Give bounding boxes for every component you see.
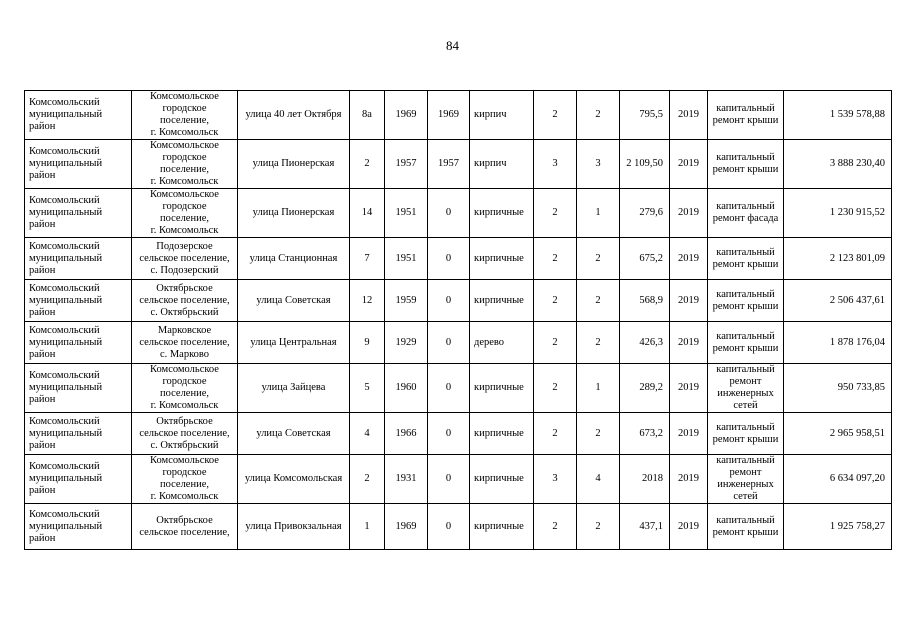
year-reconstructed-cell <box>428 413 470 455</box>
entrances-cell-text: 2 <box>595 427 601 439</box>
entrances-cell-text: 2 <box>595 336 601 348</box>
area-cell <box>620 322 670 364</box>
area-cell-text: 437,1 <box>639 520 663 532</box>
plan-year-cell-text: 2019 <box>678 336 699 348</box>
entrances-cell <box>577 413 620 455</box>
street-cell <box>238 322 350 364</box>
cost-cell-text: 2 506 437,61 <box>829 294 885 306</box>
area-cell <box>620 238 670 280</box>
area-cell <box>620 140 670 189</box>
district-cell-text: Комсомольский муниципальный район <box>29 415 103 451</box>
cost-cell <box>784 413 892 455</box>
floors-cell <box>534 280 577 322</box>
year-built-cell <box>385 504 428 550</box>
cost-cell-text: 3 888 230,40 <box>829 158 885 169</box>
plan-year-cell-text: 2019 <box>678 473 699 484</box>
area-cell-text: 426,3 <box>639 336 663 348</box>
settlement-cell-text: Марковское сельское поселение, с. Марково <box>139 324 230 360</box>
entrances-cell-text: 4 <box>595 473 601 484</box>
wall-material-cell-text: кирпичные <box>474 382 524 393</box>
wall-material-cell <box>470 413 534 455</box>
floors-cell <box>534 91 577 140</box>
cost-cell-text: 950 733,85 <box>837 382 885 393</box>
year-reconstructed-cell <box>428 504 470 550</box>
settlement-cell-text: Комсомольское городское поселение, г. Комсомольск <box>150 91 219 138</box>
year-built-cell-text: 1951 <box>395 207 417 218</box>
wall-material-cell-text: кирпичные <box>474 427 524 439</box>
floors-cell-text: 2 <box>552 382 558 393</box>
work-type-cell <box>708 322 784 364</box>
settlement-cell-text: Комсомольское городское поселение, г. Комсомольск <box>150 364 219 411</box>
entrances-cell <box>577 280 620 322</box>
entrances-cell <box>577 91 620 140</box>
district-cell <box>25 322 132 364</box>
entrances-cell-text: 2 <box>595 520 601 532</box>
floors-cell-text: 2 <box>552 427 558 439</box>
house-number-cell-text: 12 <box>361 294 373 306</box>
floors-cell-text: 3 <box>552 158 558 169</box>
plan-year-cell <box>670 140 708 189</box>
cost-cell <box>784 140 892 189</box>
settlement-cell-text: Октябрьское сельское поселение, <box>139 514 230 538</box>
year-built-cell-text: 1969 <box>395 520 417 532</box>
house-number-cell <box>350 413 385 455</box>
street-cell-text: улица Привокзальная <box>245 520 342 532</box>
area-cell-text: 2018 <box>642 473 663 484</box>
table-row <box>25 189 892 238</box>
street-cell <box>238 140 350 189</box>
settlement-cell <box>132 504 238 550</box>
year-built-cell <box>385 322 428 364</box>
street-cell <box>238 413 350 455</box>
street-cell-text: улица Центральная <box>250 336 337 348</box>
wall-material-cell <box>470 140 534 189</box>
plan-year-cell <box>670 455 708 504</box>
house-number-cell-text: 7 <box>364 252 370 264</box>
settlement-cell-text: Комсомольское городское поселение, г. Комсомольск <box>150 189 219 236</box>
cost-cell <box>784 280 892 322</box>
house-number-cell <box>350 189 385 238</box>
table-row <box>25 504 892 550</box>
work-type-cell-text: капитальный ремонт инженерных сетей <box>716 455 775 502</box>
street-cell <box>238 91 350 140</box>
year-built-cell-text: 1957 <box>395 158 417 169</box>
plan-year-cell <box>670 322 708 364</box>
street-cell-text: улица Пионерская <box>252 158 335 169</box>
wall-material-cell <box>470 455 534 504</box>
district-cell <box>25 238 132 280</box>
plan-year-cell-text: 2019 <box>678 294 699 306</box>
plan-year-cell <box>670 280 708 322</box>
plan-year-cell-text: 2019 <box>678 207 699 218</box>
wall-material-cell <box>470 189 534 238</box>
entrances-cell <box>577 140 620 189</box>
street-cell-text: улица Комсомольская <box>244 473 343 484</box>
district-cell-text: Комсомольский муниципальный район <box>29 240 103 276</box>
district-cell-text: Комсомольский муниципальный район <box>29 195 103 230</box>
year-reconstructed-cell <box>428 91 470 140</box>
house-number-cell-text: 2 <box>364 158 370 169</box>
year-reconstructed-cell <box>428 280 470 322</box>
plan-year-cell-text: 2019 <box>678 427 699 439</box>
year-built-cell <box>385 364 428 413</box>
entrances-cell-text: 1 <box>595 382 601 393</box>
floors-cell <box>534 504 577 550</box>
year-reconstructed-cell-text: 0 <box>445 382 452 393</box>
settlement-cell-text: Комсомольское городское поселение, г. Комсомольск <box>150 455 219 502</box>
district-cell-text: Комсомольский муниципальный район <box>29 146 103 181</box>
settlement-cell <box>132 140 238 189</box>
entrances-cell-text: 2 <box>595 294 601 306</box>
table-row <box>25 280 892 322</box>
area-cell <box>620 455 670 504</box>
area-cell <box>620 91 670 140</box>
year-reconstructed-cell <box>428 455 470 504</box>
year-built-cell <box>385 189 428 238</box>
work-type-cell-text: капитальный ремонт крыши <box>712 152 779 175</box>
settlement-cell <box>132 322 238 364</box>
wall-material-cell <box>470 91 534 140</box>
settlement-cell <box>132 455 238 504</box>
year-reconstructed-cell <box>428 238 470 280</box>
work-type-cell <box>708 455 784 504</box>
area-cell-text: 568,9 <box>639 294 663 306</box>
district-cell <box>25 364 132 413</box>
floors-cell <box>534 238 577 280</box>
cost-cell-text: 2 123 801,09 <box>829 252 885 264</box>
work-type-cell <box>708 280 784 322</box>
year-built-cell-text: 1951 <box>395 252 417 264</box>
settlement-cell <box>132 280 238 322</box>
floors-cell <box>534 140 577 189</box>
year-reconstructed-cell-text: 0 <box>445 336 452 348</box>
work-type-cell-text: капитальный ремонт инженерных сетей <box>716 364 775 411</box>
table-row <box>25 364 892 413</box>
year-built-cell <box>385 140 428 189</box>
floors-cell <box>534 364 577 413</box>
house-number-cell <box>350 364 385 413</box>
floors-cell-text: 2 <box>552 109 558 120</box>
area-cell-text: 795,5 <box>639 109 663 120</box>
entrances-cell-text: 3 <box>595 158 601 169</box>
area-cell-text: 675,2 <box>639 252 663 264</box>
house-number-cell-text: 4 <box>364 427 370 439</box>
wall-material-cell-text: кирпичные <box>474 252 524 264</box>
entrances-cell <box>577 455 620 504</box>
district-cell-text: Комсомольский муниципальный район <box>29 461 103 496</box>
street-cell <box>238 189 350 238</box>
floors-cell-text: 2 <box>552 252 558 264</box>
year-built-cell-text: 1959 <box>395 294 417 306</box>
plan-year-cell <box>670 364 708 413</box>
settlement-cell-text: Комсомольское городское поселение, г. Комсомольск <box>150 140 219 187</box>
year-reconstructed-cell-text: 0 <box>445 473 452 484</box>
year-built-cell <box>385 455 428 504</box>
year-built-cell-text: 1960 <box>395 382 417 393</box>
house-number-cell <box>350 504 385 550</box>
year-reconstructed-cell <box>428 322 470 364</box>
floors-cell-text: 3 <box>552 473 558 484</box>
cost-cell <box>784 91 892 140</box>
plan-year-cell-text: 2019 <box>678 252 699 264</box>
district-cell-text: Комсомольский муниципальный район <box>29 97 103 132</box>
cost-cell-text: 6 634 097,20 <box>829 473 885 484</box>
year-reconstructed-cell <box>428 189 470 238</box>
year-reconstructed-cell-text: 0 <box>445 520 452 532</box>
work-type-cell-text: капитальный ремонт крыши <box>712 288 779 312</box>
year-built-cell <box>385 91 428 140</box>
settlement-cell-text: Подозерское сельское поселение, с. Подозерский <box>139 240 230 276</box>
entrances-cell <box>577 322 620 364</box>
table-body <box>25 91 892 550</box>
district-cell <box>25 140 132 189</box>
wall-material-cell <box>470 238 534 280</box>
floors-cell <box>534 413 577 455</box>
entrances-cell <box>577 504 620 550</box>
year-reconstructed-cell-text: 0 <box>445 207 452 218</box>
street-cell <box>238 455 350 504</box>
cost-cell <box>784 455 892 504</box>
work-type-cell-text: капитальный ремонт фасада <box>712 201 779 224</box>
district-cell-text: Комсомольский муниципальный район <box>29 508 103 544</box>
floors-cell <box>534 322 577 364</box>
area-cell-text: 279,6 <box>639 207 663 218</box>
year-built-cell <box>385 280 428 322</box>
page-number: 84 <box>446 38 459 53</box>
house-number-cell-text: 2 <box>364 473 370 484</box>
district-cell-text: Комсомольский муниципальный район <box>29 324 103 360</box>
table-row <box>25 322 892 364</box>
entrances-cell-text: 2 <box>595 109 601 120</box>
plan-year-cell <box>670 238 708 280</box>
wall-material-cell-text: кирпичные <box>474 520 524 532</box>
district-cell <box>25 413 132 455</box>
year-reconstructed-cell-text: 0 <box>445 252 452 264</box>
wall-material-cell-text: кирпичные <box>474 207 524 218</box>
entrances-cell-text: 2 <box>595 252 601 264</box>
plan-year-cell <box>670 91 708 140</box>
work-type-cell-text: капитальный ремонт крыши <box>712 246 779 270</box>
year-built-cell <box>385 413 428 455</box>
year-reconstructed-cell <box>428 140 470 189</box>
work-type-cell <box>708 413 784 455</box>
area-cell <box>620 280 670 322</box>
plan-year-cell <box>670 189 708 238</box>
floors-cell-text: 2 <box>552 294 558 306</box>
house-number-cell <box>350 91 385 140</box>
house-number-cell <box>350 140 385 189</box>
work-type-cell-text: капитальный ремонт крыши <box>712 103 779 126</box>
wall-material-cell <box>470 364 534 413</box>
cost-cell <box>784 504 892 550</box>
street-cell <box>238 238 350 280</box>
wall-material-cell-text: кирпичные <box>474 473 524 484</box>
table-row <box>25 91 892 140</box>
work-type-cell <box>708 364 784 413</box>
work-type-cell <box>708 91 784 140</box>
entrances-cell-text: 1 <box>595 207 601 218</box>
work-type-cell-text: капитальный ремонт крыши <box>712 514 779 538</box>
area-cell-text: 289,2 <box>639 382 663 393</box>
cost-cell-text: 1 539 578,88 <box>829 109 885 120</box>
year-reconstructed-cell-text: 1969 <box>438 109 459 120</box>
floors-cell <box>534 455 577 504</box>
district-cell <box>25 280 132 322</box>
year-reconstructed-cell <box>428 364 470 413</box>
house-number-cell <box>350 322 385 364</box>
wall-material-cell-text: кирпич <box>474 158 507 169</box>
street-cell-text: улица Советская <box>256 294 331 306</box>
settlement-cell <box>132 364 238 413</box>
area-cell-text: 673,2 <box>639 427 663 439</box>
district-cell <box>25 504 132 550</box>
entrances-cell <box>577 238 620 280</box>
cost-cell-text: 1 925 758,27 <box>829 520 885 532</box>
table-row <box>25 455 892 504</box>
house-number-cell-text: 9 <box>364 336 370 348</box>
work-type-cell <box>708 189 784 238</box>
settlement-cell <box>132 238 238 280</box>
plan-year-cell-text: 2019 <box>678 520 699 532</box>
street-cell <box>238 280 350 322</box>
work-type-cell <box>708 238 784 280</box>
year-reconstructed-cell-text: 0 <box>445 427 452 439</box>
house-number-cell-text: 5 <box>364 382 370 393</box>
plan-year-cell-text: 2019 <box>678 158 699 169</box>
area-cell <box>620 413 670 455</box>
floors-cell-text: 2 <box>552 207 558 218</box>
table-row <box>25 140 892 189</box>
settlement-cell-text: Октябрьское сельское поселение, с. Октябрьский <box>139 282 230 318</box>
entrances-cell <box>577 189 620 238</box>
plan-year-cell-text: 2019 <box>678 382 699 393</box>
wall-material-cell <box>470 504 534 550</box>
work-type-cell-text: капитальный ремонт крыши <box>712 421 779 445</box>
year-reconstructed-cell-text: 0 <box>445 294 452 306</box>
cost-cell <box>784 189 892 238</box>
floors-cell-text: 2 <box>552 336 558 348</box>
district-cell <box>25 455 132 504</box>
area-cell <box>620 364 670 413</box>
area-cell <box>620 504 670 550</box>
plan-year-cell <box>670 504 708 550</box>
settlement-cell <box>132 91 238 140</box>
cost-cell-text: 2 965 958,51 <box>829 427 885 439</box>
table-row <box>25 238 892 280</box>
street-cell-text: улица 40 лет Октября <box>245 109 342 120</box>
housing-repair-table <box>24 90 892 550</box>
wall-material-cell <box>470 280 534 322</box>
street-cell-text: улица Станционная <box>249 252 338 264</box>
year-built-cell-text: 1969 <box>395 109 417 120</box>
street-cell <box>238 504 350 550</box>
year-built-cell-text: 1966 <box>395 427 417 439</box>
cost-cell <box>784 238 892 280</box>
area-cell <box>620 189 670 238</box>
house-number-cell <box>350 455 385 504</box>
year-reconstructed-cell-text: 1957 <box>438 158 459 169</box>
work-type-cell <box>708 504 784 550</box>
house-number-cell-text: 1 <box>364 520 370 532</box>
street-cell-text: улица Советская <box>256 427 331 439</box>
settlement-cell <box>132 189 238 238</box>
settlement-cell <box>132 413 238 455</box>
street-cell <box>238 364 350 413</box>
district-cell-text: Комсомольский муниципальный район <box>29 370 103 405</box>
wall-material-cell-text: кирпичные <box>474 294 524 306</box>
year-built-cell <box>385 238 428 280</box>
floors-cell-text: 2 <box>552 520 558 532</box>
house-number-cell <box>350 238 385 280</box>
cost-cell-text: 1 230 915,52 <box>829 207 885 218</box>
street-cell-text: улица Пионерская <box>252 207 335 218</box>
area-cell-text: 2 109,50 <box>626 158 663 169</box>
district-cell <box>25 91 132 140</box>
house-number-cell-text: 8а <box>362 109 372 120</box>
wall-material-cell <box>470 322 534 364</box>
cost-cell <box>784 364 892 413</box>
house-number-cell <box>350 280 385 322</box>
district-cell <box>25 189 132 238</box>
work-type-cell <box>708 140 784 189</box>
house-number-cell-text: 14 <box>361 207 373 218</box>
plan-year-cell-text: 2019 <box>678 109 699 120</box>
wall-material-cell-text: дерево <box>474 336 505 348</box>
work-type-cell-text: капитальный ремонт крыши <box>712 330 779 354</box>
year-built-cell-text: 1931 <box>395 473 417 484</box>
cost-cell <box>784 322 892 364</box>
year-built-cell-text: 1929 <box>395 336 417 348</box>
table-row <box>25 413 892 455</box>
settlement-cell-text: Октябрьское сельское поселение, с. Октябрьский <box>139 415 230 451</box>
floors-cell <box>534 189 577 238</box>
district-cell-text: Комсомольский муниципальный район <box>29 282 103 318</box>
street-cell-text: улица Зайцева <box>261 382 326 393</box>
plan-year-cell <box>670 413 708 455</box>
cost-cell-text: 1 878 176,04 <box>829 336 885 348</box>
entrances-cell <box>577 364 620 413</box>
wall-material-cell-text: кирпич <box>474 109 507 120</box>
